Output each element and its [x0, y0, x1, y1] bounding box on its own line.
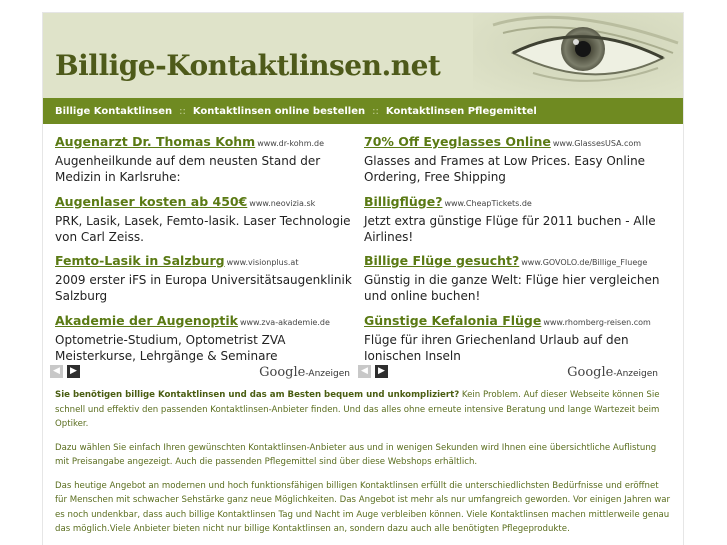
nav-separator: :: [179, 105, 186, 117]
ad-text: Glasses and Frames at Low Prices. Easy Online Ordering, Free Shipping [364, 154, 646, 184]
google-ads-label[interactable] [259, 365, 350, 380]
ad-url[interactable]: www.neovizia.sk [249, 198, 316, 208]
ad-url[interactable]: www.GOVOLO.de/Billige_Fluege [521, 258, 648, 267]
ad-title-link[interactable]: Augenlaser kosten ab 450€ [55, 193, 248, 209]
content-paragraph: Das heutige Angebot an modernen und hoch funktionsfähigen billigen Kontaktlinsen erfüllt die unterschiedlichsten Bedürfnisse und eröffnet für Menschen mit schwacher Sehstärke ganz neue Möglichkeiten. Das Angebot ist mehr als nur umfangreich geworden. Vor einigen Jahren war es noch undenkbar, dass auch billige Kontaktlinsen Tag und Nacht im Auge verbleiben können. Viele Kontaktlinsen machen mittlerweile genau das möglich.Viele Anbieter bieten nicht nur billige Kontaktlinsen an, sondern dazu auch alle benötigten Pflegeprodukte. [55, 480, 671, 534]
main-navigation [43, 98, 683, 124]
ad-text: Augenheilkunde auf dem neusten Stand der Medizin in Karlsruhe: [55, 154, 321, 184]
nav-link-kontaktlinsen-pflegemittel[interactable]: Kontaktlinsen Pflegemittel [385, 105, 537, 117]
ad-item [55, 310, 355, 370]
ad-title-link[interactable]: Billigflüge? [364, 193, 443, 209]
ad-footer-left [50, 365, 350, 379]
ad-text: Günstig in die ganze Welt: Flüge hier vergleichen und online buchen! [364, 273, 660, 303]
page-container [43, 13, 683, 545]
ad-item [364, 310, 664, 370]
ad-column-left [55, 131, 355, 369]
google-ads-label[interactable] [567, 365, 658, 380]
ad-item [364, 191, 664, 251]
ad-text: Jetzt extra günstige Flüge für 2011 buchen - Alle Airlines! [364, 213, 656, 244]
ad-title-link[interactable]: 70% Off Eyeglasses Online [364, 134, 551, 149]
nav-link-billige-kontaktlinsen[interactable]: Billige Kontaktlinsen [55, 105, 173, 117]
content-paragraph [55, 388, 671, 432]
ad-item [55, 191, 355, 251]
content-paragraph: Dazu wählen Sie einfach Ihren gewünschten Kontaktlinsen-Anbieter aus und in wenigen Sekunden wird Ihnen eine übersichtliche Auflistung mit Preisangabe angezeigt. Auch die passenden Pflegemittel sind über diese Webshops erhältlich. [55, 442, 657, 467]
ad-url[interactable]: www.zva-akademie.de [239, 317, 330, 327]
prev-arrow-icon[interactable]: ◀ [50, 365, 63, 378]
ad-url[interactable]: www.GlassesUSA.com [552, 139, 642, 148]
main-content [55, 388, 671, 545]
ad-footer-right [358, 365, 658, 379]
ad-column-right [364, 131, 664, 369]
ad-url[interactable]: www.CheapTickets.de [444, 198, 532, 208]
ad-text: PRK, Lasik, Lasek, Femto-lasik. Laser Technologie von Carl Zeiss. [55, 213, 351, 244]
ad-title-link[interactable]: Billige Flüge gesucht? [364, 253, 520, 268]
ad-item [364, 250, 664, 310]
anzeigen-label: -Anzeigen [613, 369, 658, 379]
next-arrow-icon[interactable]: ▶ [375, 365, 388, 378]
content-intro-rest: Kein Problem. Auf dieser Webseite können Sie schnell und effektiv den passenden Kontaktlinsen-Anbieter finden. Und das alles ohne erneute intensive Beratung und lange Wartezeit beim Optiker. [55, 390, 660, 429]
google-logo: Google [567, 365, 614, 380]
ad-title-link[interactable]: Femto-Lasik in Salzburg [55, 253, 225, 268]
ad-title-link[interactable]: Akademie der Augenoptik [55, 312, 238, 328]
prev-arrow-icon[interactable]: ◀ [358, 365, 371, 378]
eye-banner-image [473, 13, 683, 98]
nav-separator: :: [372, 105, 379, 117]
ad-item [364, 131, 664, 191]
ad-title-link[interactable]: Augenarzt Dr. Thomas Kohm [55, 134, 256, 149]
site-title[interactable]: Billige-Kontaktlinsen.net [55, 49, 441, 82]
ad-url[interactable]: www.rhomberg-reisen.com [543, 317, 651, 327]
nav-link-kontaktlinsen-online-bestellen[interactable]: Kontaktlinsen online bestellen [192, 105, 366, 117]
anzeigen-label: -Anzeigen [305, 369, 350, 379]
next-arrow-icon[interactable]: ▶ [67, 365, 80, 378]
site-header [43, 13, 683, 98]
ad-item [55, 250, 355, 310]
ad-text: Flüge für ihren Griechenland Urlaub auf den Ionischen Inseln [364, 332, 629, 363]
ad-url[interactable]: www.visionplus.at [226, 258, 299, 267]
ad-text: Optometrie-Studium, Optometrist ZVA Meisterkurse, Lehrgänge & Seminare [55, 332, 286, 363]
content-intro-strong: Sie benötigen billige Kontaktlinsen und das am Besten bequem und unkompliziert? [55, 390, 460, 400]
ad-text: 2009 erster iFS in Europa Universitätsaugenklinik Salzburg [55, 273, 352, 303]
ad-item [55, 131, 355, 191]
ad-url[interactable]: www.dr-kohm.de [257, 139, 325, 148]
ad-title-link[interactable]: Günstige Kefalonia Flüge [364, 312, 542, 328]
google-logo: Google [259, 365, 306, 380]
